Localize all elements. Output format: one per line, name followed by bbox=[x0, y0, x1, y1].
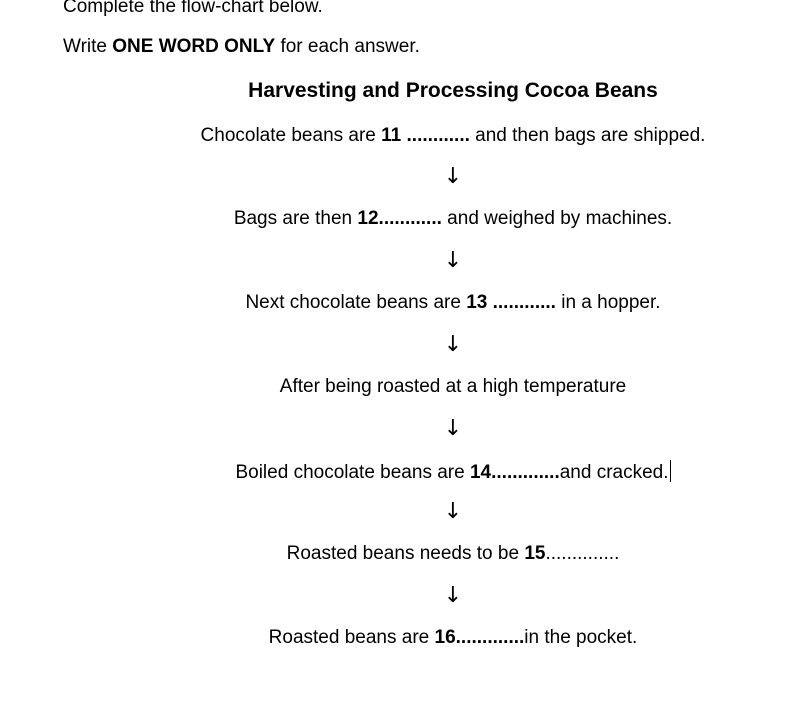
flow-step-15 bbox=[0, 543, 808, 565]
instruction-text: Complete the flow-chart below. bbox=[63, 0, 323, 17]
answer-blank[interactable]: ............ bbox=[378, 208, 442, 229]
step-text: Roasted beans needs to be bbox=[286, 543, 525, 564]
instruction-line-2 bbox=[63, 36, 420, 58]
step-text: Roasted beans are bbox=[268, 627, 435, 648]
question-number: 13 bbox=[466, 292, 488, 313]
answer-blank[interactable]: ............. bbox=[491, 462, 560, 483]
flow-step-11 bbox=[0, 125, 808, 147]
question-number: 12 bbox=[357, 208, 379, 229]
flow-step-13 bbox=[0, 292, 808, 314]
down-arrow-icon: ↓ bbox=[443, 416, 463, 441]
instruction-post: for each answer. bbox=[275, 36, 420, 57]
step-text-after: in the pocket. bbox=[524, 627, 638, 648]
flow-step-14 bbox=[0, 460, 808, 484]
down-arrow-icon: ↓ bbox=[443, 583, 463, 608]
flow-step-roasted bbox=[0, 376, 808, 398]
question-number: 14 bbox=[469, 462, 492, 483]
down-arrow-icon: ↓ bbox=[443, 332, 463, 357]
answer-blank[interactable]: ............ bbox=[401, 125, 470, 146]
question-number: 11 bbox=[381, 125, 402, 146]
step-text: Bags are then bbox=[233, 208, 358, 229]
step-text: Next chocolate beans are bbox=[245, 292, 467, 313]
instruction-emphasis: ONE WORD ONLY bbox=[112, 36, 276, 57]
step-text: Boiled chocolate beans are bbox=[235, 462, 470, 483]
flow-step-16 bbox=[0, 627, 808, 649]
question-number: 15 bbox=[524, 543, 546, 564]
instruction-line-1 bbox=[63, 0, 323, 18]
answer-blank[interactable]: ............ bbox=[487, 292, 556, 313]
step-text: Chocolate beans are bbox=[200, 125, 382, 146]
down-arrow-icon: ↓ bbox=[443, 248, 463, 273]
down-arrow-icon: ↓ bbox=[443, 164, 463, 189]
flow-step-12 bbox=[0, 208, 808, 230]
flowchart-title: Harvesting and Processing Cocoa Beans bbox=[248, 79, 658, 102]
text-cursor bbox=[670, 460, 671, 482]
down-arrow-icon: ↓ bbox=[443, 499, 463, 524]
step-text: After being roasted at a high temperature bbox=[279, 376, 627, 397]
answer-blank[interactable]: .............. bbox=[545, 543, 620, 564]
step-text-after: and weighed by machines. bbox=[441, 208, 673, 229]
instruction-pre: Write bbox=[63, 36, 113, 57]
step-text-after: in a hopper. bbox=[555, 292, 661, 313]
step-text-after: and cracked. bbox=[559, 462, 669, 483]
answer-blank[interactable]: ............. bbox=[455, 627, 525, 648]
question-number: 16 bbox=[434, 627, 456, 648]
step-text-after: and then bags are shipped. bbox=[469, 125, 706, 146]
